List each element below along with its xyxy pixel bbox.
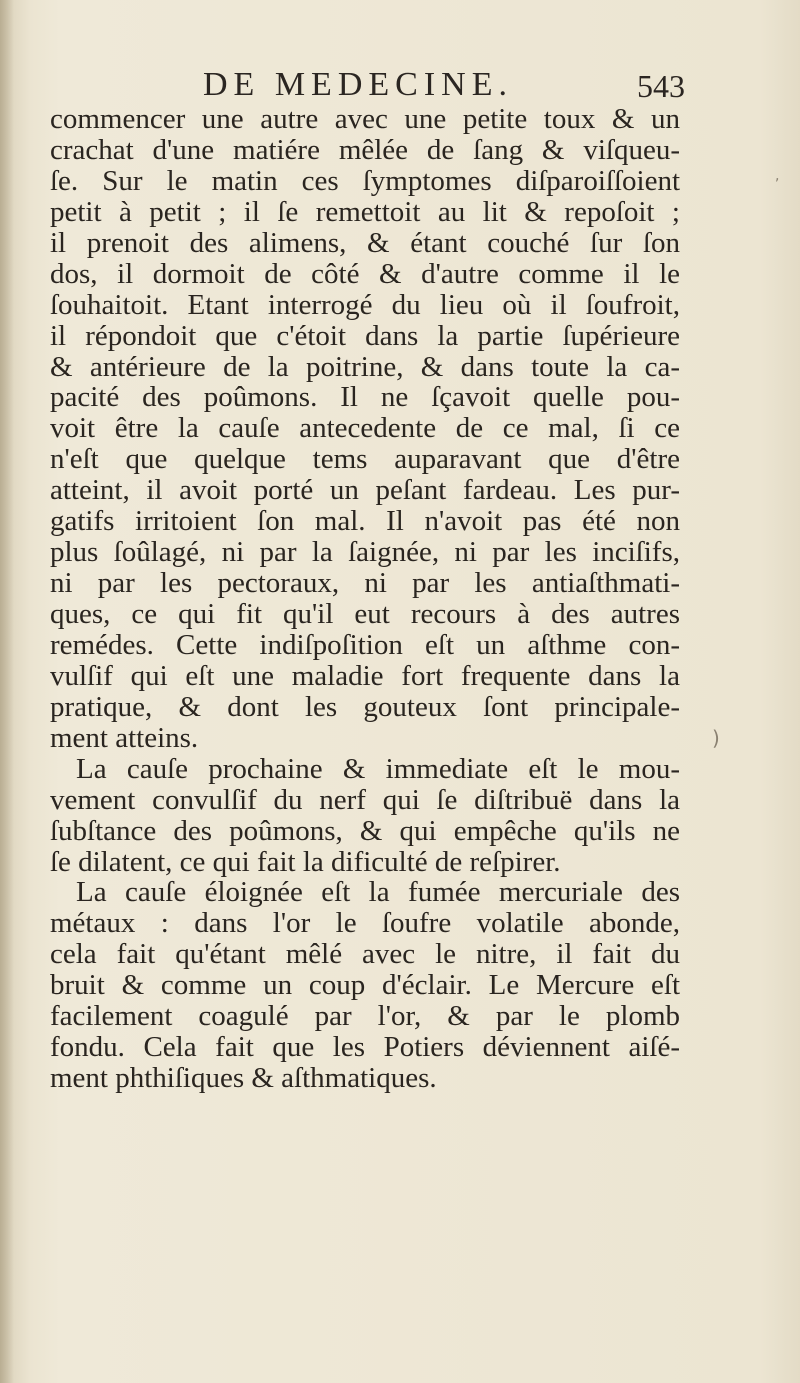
text-line: remédes. Cette indiſpoſition eſt un aſthme con-	[50, 628, 680, 661]
text-line: bruit & comme un coup d'éclair. Le Mercure eſt	[50, 969, 680, 1002]
text-line: ſubſtance des poûmons, & qui empêche qu'ils ne	[50, 814, 680, 847]
text-line: voit être la cauſe antecedente de ce mal, ſi ce	[50, 412, 680, 445]
text-line: n'eſt que quelque tems auparavant que d'être	[50, 443, 680, 476]
paragraph	[50, 754, 680, 878]
spine-shadow	[0, 0, 14, 1383]
text-line: dos, il dormoit de côté & d'autre comme il le	[50, 257, 680, 290]
text-line: il répondoit que c'étoit dans la partie ſupérieure	[50, 319, 680, 352]
text-line: métaux : dans l'or le ſoufre volatile abonde,	[50, 907, 680, 940]
text-line: ſouhaitoit. Etant interrogé du lieu où il ſoufroit,	[50, 288, 680, 321]
page-number: 543	[637, 68, 685, 104]
text-line: gatifs irritoient ſon mal. Il n'avoit pas été non	[50, 505, 680, 538]
running-head: DE MEDECINE.	[203, 66, 513, 103]
text-line: ſe. Sur le matin ces ſymptomes diſparoiſſoient	[50, 164, 680, 197]
margin-speck: )	[712, 726, 720, 750]
text-line: ment atteins.	[50, 721, 199, 754]
text-line: La cauſe éloignée eſt la fumée mercuriale des	[76, 876, 680, 909]
text-line: vement convulſif du nerf qui ſe diſtribuë dans la	[50, 783, 680, 816]
text-line: vulſif qui eſt une maladie fort frequente dans la	[50, 659, 680, 692]
text-line: plus ſoûlagé, ni par la ſaignée, ni par les inciſifs,	[50, 536, 680, 569]
text-line: ni par les pectoraux, ni par les antiaſthmati-	[50, 567, 680, 600]
text-line: pacité des poûmons. Il ne ſçavoit quelle pou-	[50, 381, 680, 414]
text-line: La cauſe prochaine & immediate eſt le mou-	[76, 752, 680, 785]
text-line: ques, ce qui fit qu'il eut recours à des autres	[50, 598, 680, 630]
text-line: facilement coagulé par l'or, & par le plomb	[50, 1000, 680, 1033]
text-line: crachat d'une matiére mêlée de ſang & viſqueu-	[50, 133, 680, 166]
text-line: fondu. Cela fait que les Potiers déviennent aiſé-	[50, 1031, 680, 1064]
margin-speck: ,	[775, 168, 780, 184]
text-line: cela fait qu'étant mêlé avec le nitre, il fait du	[50, 938, 680, 971]
text-line: & antérieure de la poitrine, & dans toute la ca-	[50, 350, 680, 383]
text-line: il prenoit des alimens, & étant couché ſur ſon	[50, 226, 680, 259]
body-text	[50, 104, 680, 1094]
paragraph	[50, 877, 680, 1094]
text-line: petit à petit ; il ſe remettoit au lit & repoſoit ;	[50, 195, 680, 228]
text-line: ment phthiſiques & aſthmatiques.	[50, 1062, 437, 1095]
text-line: ſe dilatent, ce qui fait la dificulté de reſpirer.	[50, 845, 561, 878]
text-line: commencer une autre avec une petite toux & un	[50, 103, 680, 135]
paragraph	[50, 104, 680, 754]
text-line: pratique, & dont les gouteux ſont principale-	[50, 690, 680, 723]
page-header	[60, 66, 685, 108]
text-line: atteint, il avoit porté un peſant fardeau. Les pur-	[50, 474, 680, 507]
